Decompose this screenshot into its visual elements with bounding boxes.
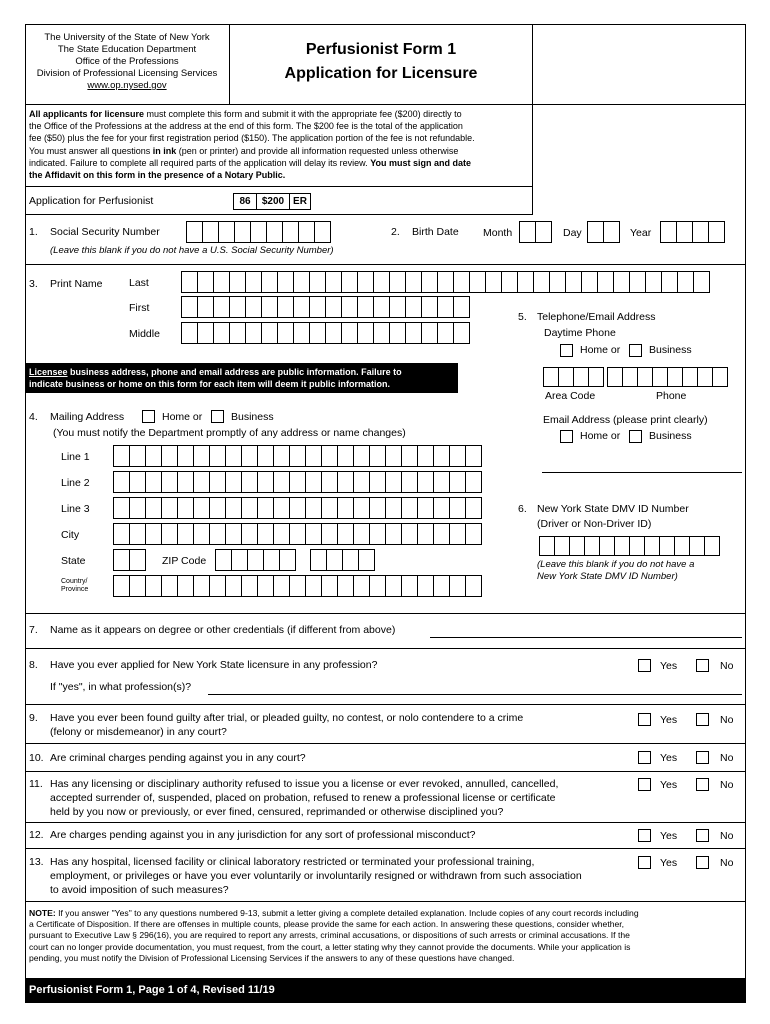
app-right-border (532, 187, 533, 215)
q1-label: Social Security Number (50, 226, 160, 238)
q4-number: 4. (29, 411, 38, 423)
q12-yes-label: Yes (660, 830, 678, 842)
line1-label: Line 1 (61, 451, 90, 463)
q7-label: Name as it appears on degree or other credentials (if different from above) (50, 624, 396, 636)
q11-line1: Has any licensing or disciplinary authority refused to issue you a license or ever revoked, annulled, cancelled, (50, 778, 559, 790)
intro-line5-bold: You must sign and date (370, 157, 472, 168)
last-name-label: Last (129, 277, 149, 289)
line2-label: Line 2 (61, 477, 90, 489)
rule-app (25, 214, 533, 215)
fee-code-2: $200 (256, 193, 290, 210)
q9-no-label: No (720, 714, 734, 726)
footer-text: Perfusionist Form 1, Page 1 of 4, Revised 11/19 (29, 984, 275, 996)
q10-yes-label: Yes (660, 752, 678, 764)
q11-yes-checkbox[interactable] (638, 778, 651, 791)
fee-code-1: 86 (233, 193, 257, 210)
middle-name-label: Middle (129, 328, 160, 340)
email-home-label: Home or (580, 430, 621, 442)
rule-q9 (25, 743, 746, 744)
country-label-1: Country/ (61, 578, 88, 585)
phone-input[interactable] (607, 367, 727, 387)
email-input-line[interactable] (542, 472, 742, 473)
rule-q11 (25, 822, 746, 823)
rule-q1 (25, 264, 746, 265)
mail-home-label: Home or (162, 411, 203, 423)
q5-label: Telephone/Email Address (537, 311, 656, 323)
intro-line6: the Affidavit on this form in the presence of a Notary Public. (29, 170, 286, 181)
phone-home-checkbox[interactable] (560, 344, 573, 357)
right-border (745, 105, 746, 1003)
q6-label: New York State DMV ID Number (537, 503, 689, 515)
city-input[interactable] (113, 523, 481, 545)
phone-home-label: Home or (580, 344, 621, 356)
application-for-label: Application for Perfusionist (29, 195, 154, 207)
q12-no-checkbox[interactable] (696, 829, 709, 842)
q11-line2: accepted surrender of, suspended, placed on probation, refused to renew a professional license or certificate (50, 792, 556, 804)
dmv-id-input[interactable] (539, 536, 719, 556)
q13-number: 13. (29, 856, 44, 868)
q8-yes-label: Yes (660, 660, 678, 672)
q4-label: Mailing Address (50, 411, 125, 423)
q8-label: Have you ever applied for New York State licensure in any profession? (50, 659, 378, 671)
intro-line2: the Office of the Professions at the address at the end of this form. The $200 fee is the total of the application (29, 121, 463, 132)
agency-line-2: The State Education Department (57, 44, 197, 55)
rule-q4 (25, 613, 746, 614)
birth-year-input[interactable] (660, 221, 724, 243)
phone-label: Phone (656, 390, 687, 402)
rule-q12 (25, 848, 746, 849)
email-home-checkbox[interactable] (560, 430, 573, 443)
form-title: Perfusionist Form 1 (305, 41, 457, 58)
q12-no-label: No (720, 830, 734, 842)
intro-line1: must complete this form and submit it with the appropriate fee ($200) directly to (144, 109, 462, 119)
q6-note-1: (Leave this blank if you do not have a (537, 559, 695, 570)
state-label: State (61, 555, 86, 567)
first-name-input[interactable] (181, 296, 469, 318)
q8-no-label: No (720, 660, 734, 672)
footer-bar (25, 978, 746, 1003)
note-line4: court can no longer provide documentation, you must request, from the court, a letter stating why they cannot provide the documents. While your application is (29, 941, 631, 952)
q4-note: (You must notify the Department promptly of any address or name changes) (53, 427, 406, 439)
intro-line3: fee ($50) plus the fee for your first registration period ($150). The application portion of the fee is not refundable. (29, 133, 475, 144)
q11-number: 11. (29, 778, 43, 790)
q11-line3: held by you now or previously, or ever fined, censured, reprimanded or otherwise disciplined you? (50, 806, 504, 818)
zip-plus4-input[interactable] (310, 549, 374, 571)
notice-licensee: Licensee (29, 367, 68, 377)
birth-month-input[interactable] (519, 221, 551, 243)
notice-line1: business address, phone and email address are public information. Failure to (67, 367, 402, 377)
address-line1-input[interactable] (113, 445, 481, 467)
q13-line2: employment, or privileges or have you ever voluntarily or involuntarily resigned or withdrawn from such association (50, 870, 582, 882)
line3-label: Line 3 (61, 503, 90, 515)
note-line2: a Certificate of Disposition. If there are offenses in multiple counts, please provide the same for each action. In answering these questions, consider whether, (29, 919, 625, 930)
q8-yes-checkbox[interactable] (638, 659, 651, 672)
birth-day-input[interactable] (587, 221, 619, 243)
q9-no-checkbox[interactable] (696, 713, 709, 726)
q10-number: 10. (29, 752, 44, 764)
note-lead: NOTE: (29, 908, 56, 918)
state-input[interactable] (113, 549, 145, 571)
q8-input-line[interactable] (208, 694, 742, 695)
q11-no-checkbox[interactable] (696, 778, 709, 791)
intro-line5a: indicated. Failure to complete all required parts of the application will delay its review. (29, 157, 371, 168)
q7-number: 7. (29, 624, 38, 636)
agency-line-3: Office of the Professions (75, 56, 179, 67)
q13-line1: Has any hospital, licensed facility or clinical laboratory restricted or terminated your professional training, (50, 856, 535, 868)
q11-no-label: No (720, 779, 734, 791)
note-block (29, 908, 743, 964)
note-line3: pursuant to Executive Law § 296(16), you are required to report any arrests, criminal accusations, or dispositions of such arrests or criminal accusations. If the (29, 930, 630, 941)
q1-note: (Leave this blank if you do not have a U.S. Social Security Number) (50, 245, 334, 256)
intro-line4b: (pen or printer) and provide all information requested unless otherwise (176, 145, 459, 156)
intro-line4-bold: in ink (152, 145, 177, 156)
phone-business-label: Business (649, 344, 692, 356)
first-name-label: First (129, 302, 150, 314)
q6-number: 6. (518, 503, 527, 515)
note-line1: If you answer "Yes" to any questions numbered 9-13, submit a letter giving a complete detailed explanation. Include copies of any court records including (55, 908, 639, 918)
q5-number: 5. (518, 311, 527, 323)
email-label: Email Address (please print clearly) (543, 414, 708, 426)
q13-yes-checkbox[interactable] (638, 856, 651, 869)
q6-note-2: New York State DMV ID Number) (537, 571, 678, 582)
q11-yes-label: Yes (660, 779, 678, 791)
country-label-2: Province (61, 586, 89, 593)
phone-business-checkbox[interactable] (629, 344, 642, 357)
mail-home-checkbox[interactable] (142, 410, 155, 423)
q12-yes-checkbox[interactable] (638, 829, 651, 842)
q1-number: 1. (29, 226, 38, 238)
email-business-label: Business (649, 430, 692, 442)
q2-number: 2. (391, 226, 400, 238)
daytime-phone-label: Daytime Phone (544, 327, 616, 339)
form-subtitle: Application for Licensure (284, 65, 478, 82)
middle-name-input[interactable] (181, 322, 469, 344)
rule-q8 (25, 704, 746, 705)
note-line5: pending, you must notify the Division of Professional Licensing Services if the answers to any of these questions have changed. (29, 952, 515, 963)
q12-line1: Are charges pending against you in any jurisdiction for any sort of professional misconduct? (50, 829, 476, 841)
rule-q13 (25, 901, 746, 902)
rule-q7 (25, 648, 746, 649)
q9-line1: Have you ever been found guilty after trial, or pleaded guilty, no contest, or nolo contendere to a crime (50, 712, 524, 724)
last-name-input[interactable] (181, 271, 709, 293)
intro-line4a: You must answer all questions (29, 145, 153, 156)
q13-no-checkbox[interactable] (696, 856, 709, 869)
q10-line1: Are criminal charges pending against you in any court? (50, 752, 306, 764)
q3-number: 3. (29, 278, 38, 290)
header-divider-1 (229, 24, 230, 105)
q10-yes-checkbox[interactable] (638, 751, 651, 764)
website-link[interactable]: www.op.nysed.gov (87, 80, 167, 91)
q10-no-label: No (720, 752, 734, 764)
area-code-label: Area Code (545, 390, 596, 402)
area-code-input[interactable] (543, 367, 603, 387)
q13-yes-label: Yes (660, 857, 678, 869)
country-input[interactable] (113, 575, 481, 597)
birth-year-label: Year (630, 227, 652, 239)
q9-yes-label: Yes (660, 714, 678, 726)
agency-line-4: Division of Professional Licensing Services (36, 68, 218, 79)
birth-day-label: Day (563, 227, 582, 239)
q9-line2: (felony or misdemeanor) in any court? (50, 726, 227, 738)
intro-lead: All applicants for licensure (29, 109, 145, 119)
q2-label: Birth Date (412, 226, 459, 238)
q12-number: 12. (29, 829, 44, 841)
q3-label: Print Name (50, 278, 103, 290)
email-business-checkbox[interactable] (629, 430, 642, 443)
q8-sub: If "yes", in what profession(s)? (50, 681, 192, 693)
q7-input-line[interactable] (430, 637, 742, 638)
agency-line-1: The University of the State of New York (44, 32, 210, 43)
mail-business-label: Business (231, 411, 274, 423)
q8-number: 8. (29, 659, 38, 671)
zip-label: ZIP Code (162, 555, 207, 567)
city-label: City (61, 529, 80, 541)
address-line3-input[interactable] (113, 497, 481, 519)
header-divider-2 (532, 24, 533, 105)
birth-month-label: Month (483, 227, 513, 239)
q9-number: 9. (29, 712, 38, 724)
q10-no-checkbox[interactable] (696, 751, 709, 764)
intro-text (29, 108, 531, 181)
address-line2-input[interactable] (113, 471, 481, 493)
left-border (25, 187, 26, 1003)
public-info-notice (25, 363, 458, 393)
rule-q10 (25, 771, 746, 772)
q13-line3: to avoid imposition of such measures? (50, 884, 229, 896)
q13-no-label: No (720, 857, 734, 869)
q6-sub: (Driver or Non-Driver ID) (537, 518, 652, 530)
q8-no-checkbox[interactable] (696, 659, 709, 672)
notice-line2: indicate business or home on this form for each item will deem it public information. (29, 379, 391, 389)
fee-code-3: ER (289, 193, 311, 210)
zip-input[interactable] (215, 549, 295, 571)
q9-yes-checkbox[interactable] (638, 713, 651, 726)
mail-business-checkbox[interactable] (211, 410, 224, 423)
ssn-input[interactable] (186, 221, 330, 243)
